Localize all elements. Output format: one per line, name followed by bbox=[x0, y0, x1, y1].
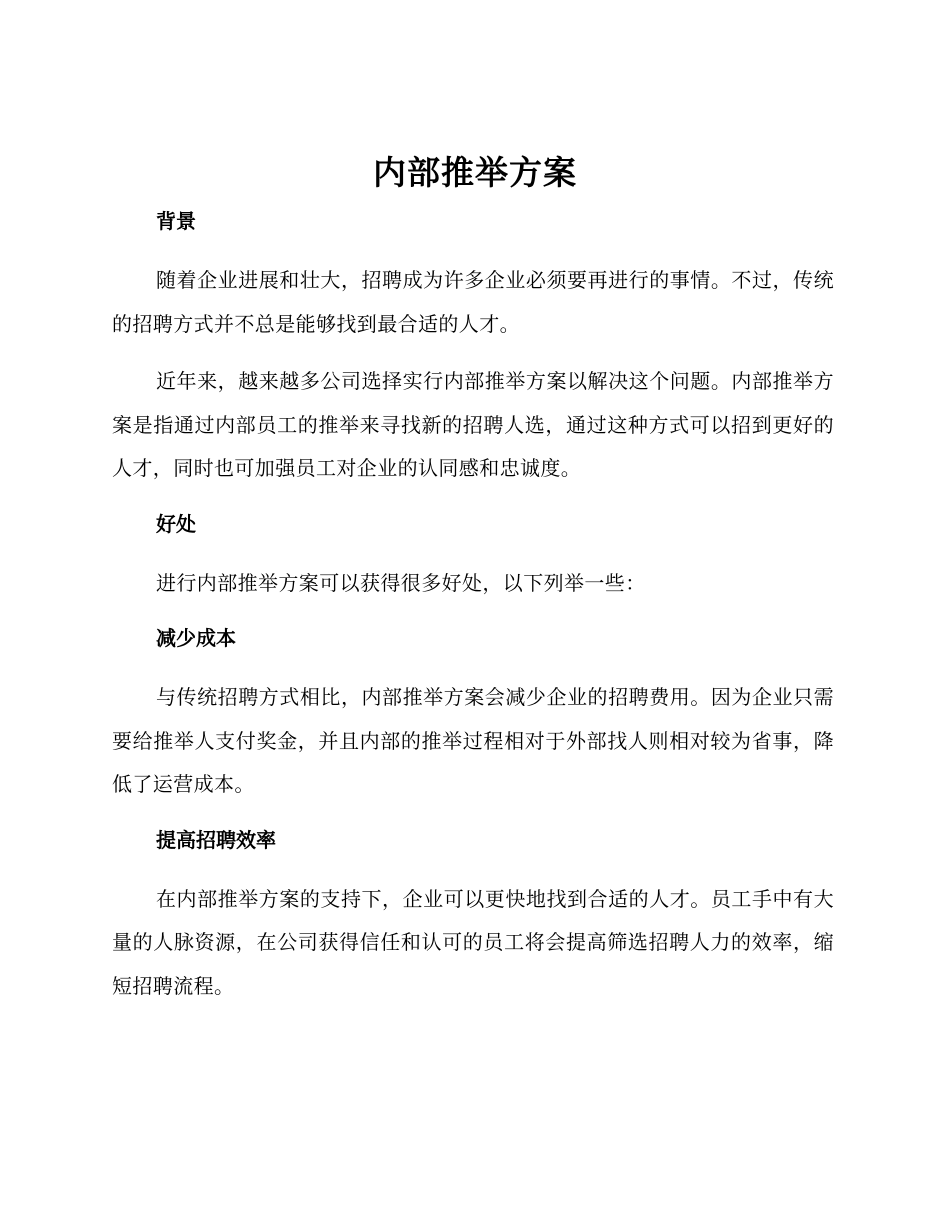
document-title: 内部推举方案 bbox=[373, 153, 577, 192]
paragraph-reduce-cost: 与传统招聘方式相比，内部推举方案会减少企业的招聘费用。因为企业只需要给推举人支付奖金，并且内部的推举过程相对于外部找人则相对较为省事，降低了运营成本。 bbox=[112, 685, 834, 796]
document-body bbox=[112, 202, 834, 1022]
section-heading-efficiency: 提高招聘效率 bbox=[156, 827, 276, 852]
paragraph-background-2: 近年来，越来越多公司选择实行内部推举方案以解决这个问题。内部推举方案是指通过内部员工的推举来寻找新的招聘人选，通过这种方式可以招到更好的人才，同时也可加强员工对企业的认同感和忠诚度。 bbox=[112, 369, 834, 480]
section-heading-reduce-cost: 减少成本 bbox=[156, 626, 236, 650]
section-heading-background: 背景 bbox=[156, 209, 196, 233]
paragraph-benefits-intro: 进行内部推举方案可以获得很多好处，以下列举一些： bbox=[156, 570, 646, 595]
paragraph-efficiency: 在内部推举方案的支持下，企业可以更快地找到合适的人才。员工手中有大量的人脉资源，在公司获得信任和认可的员工将会提高筛选招聘人力的效率，缩短招聘流程。 bbox=[112, 886, 834, 998]
section-heading-benefits: 好处 bbox=[156, 511, 196, 536]
paragraph-background-1: 随着企业进展和壮大，招聘成为许多企业必须要再进行的事情。不过，传统的招聘方式并不总是能够找到最合适的人才。 bbox=[112, 268, 834, 336]
